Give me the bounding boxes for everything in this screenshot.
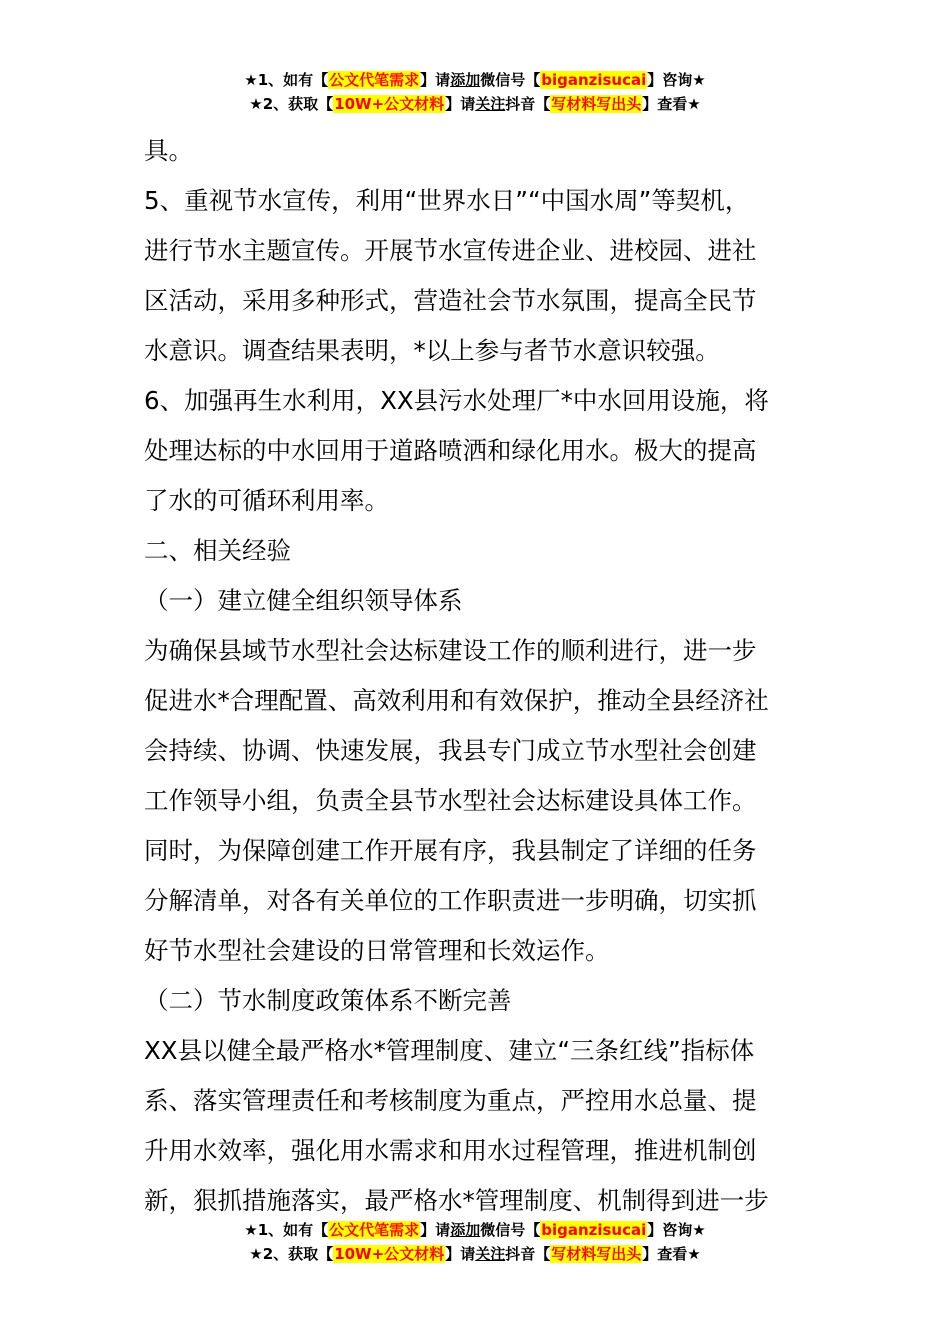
banner-line-1: ★1、如有【公文代笔需求】请添加微信号【biganzisucai】咨询★: [244, 1221, 706, 1239]
highlight-materials: 10W+公文材料: [334, 1245, 445, 1263]
highlight-service: 公文代笔需求: [329, 71, 420, 89]
text-line: 分解清单，对各有关单位的工作职责进一步明确，切实抓: [144, 886, 757, 915]
highlight-service: 公文代笔需求: [329, 1221, 420, 1239]
header-banner: [0, 68, 950, 116]
highlight-wechat-id: biganzisucai: [541, 71, 647, 89]
banner-line-1: ★1、如有【公文代笔需求】请添加微信号【biganzisucai】咨询★: [244, 71, 706, 89]
footer-banner: [0, 1218, 950, 1266]
text-line: 水意识。调查结果表明，*以上参与者节水意识较强。: [144, 336, 720, 365]
text-line: 为确保县域节水型社会达标建设工作的顺利进行，进一步: [144, 636, 757, 665]
section-heading: 二、相关经验: [144, 536, 291, 565]
text-line: 6、加强再生水利用，XX县污水处理厂*中水回用设施，将: [144, 386, 769, 415]
text-line: 系、落实管理责任和考核制度为重点，严控用水总量、提: [144, 1086, 757, 1115]
text-line: 新，狠抓措施落实，最严格水*管理制度、机制得到进一步: [144, 1186, 769, 1215]
text-line: 处理达标的中水回用于道路喷洒和绿化用水。极大的提高: [144, 436, 757, 465]
banner-line-2: ★2、获取【10W+公文材料】请关注抖音【写材料写出头】查看★: [249, 95, 701, 113]
text-line: 升用水效率，强化用水需求和用水过程管理，推进机制创: [144, 1136, 757, 1165]
text-line: 同时，为保障创建工作开展有序，我县制定了详细的任务: [144, 836, 757, 865]
highlight-materials: 10W+公文材料: [334, 95, 445, 113]
text-line: 会持续、协调、快速发展，我县专门成立节水型社会创建: [144, 736, 757, 765]
text-line: 了水的可循环利用率。: [144, 486, 389, 515]
highlight-wechat-id: biganzisucai: [541, 1221, 647, 1239]
text-line: XX县以健全最严格水*管理制度、建立“三条红线”指标体: [144, 1036, 755, 1065]
text-line: 5、重视节水宣传，利用“世界水日”“中国水周”等契机，: [144, 186, 750, 215]
text-line: 具。: [144, 136, 193, 165]
highlight-douyin: 写材料写出头: [551, 95, 642, 113]
subsection-heading: （一）建立健全组织领导体系: [144, 586, 463, 615]
highlight-douyin: 写材料写出头: [551, 1245, 642, 1263]
text-line: 促进水*合理配置、高效利用和有效保护，推动全县经济社: [144, 686, 769, 715]
text-line: 工作领导小组，负责全县节水型社会达标建设具体工作。: [144, 786, 757, 815]
banner-line-2: ★2、获取【10W+公文材料】请关注抖音【写材料写出头】查看★: [249, 1245, 701, 1263]
document-body: [144, 126, 844, 1226]
text-line: 区活动，采用多种形式，营造社会节水氛围，提高全民节: [144, 286, 757, 315]
subsection-heading: （二）节水制度政策体系不断完善: [144, 986, 512, 1015]
text-line: 进行节水主题宣传。开展节水宣传进企业、进校园、进社: [144, 236, 757, 265]
text-line: 好节水型社会建设的日常管理和长效运作。: [144, 936, 610, 965]
